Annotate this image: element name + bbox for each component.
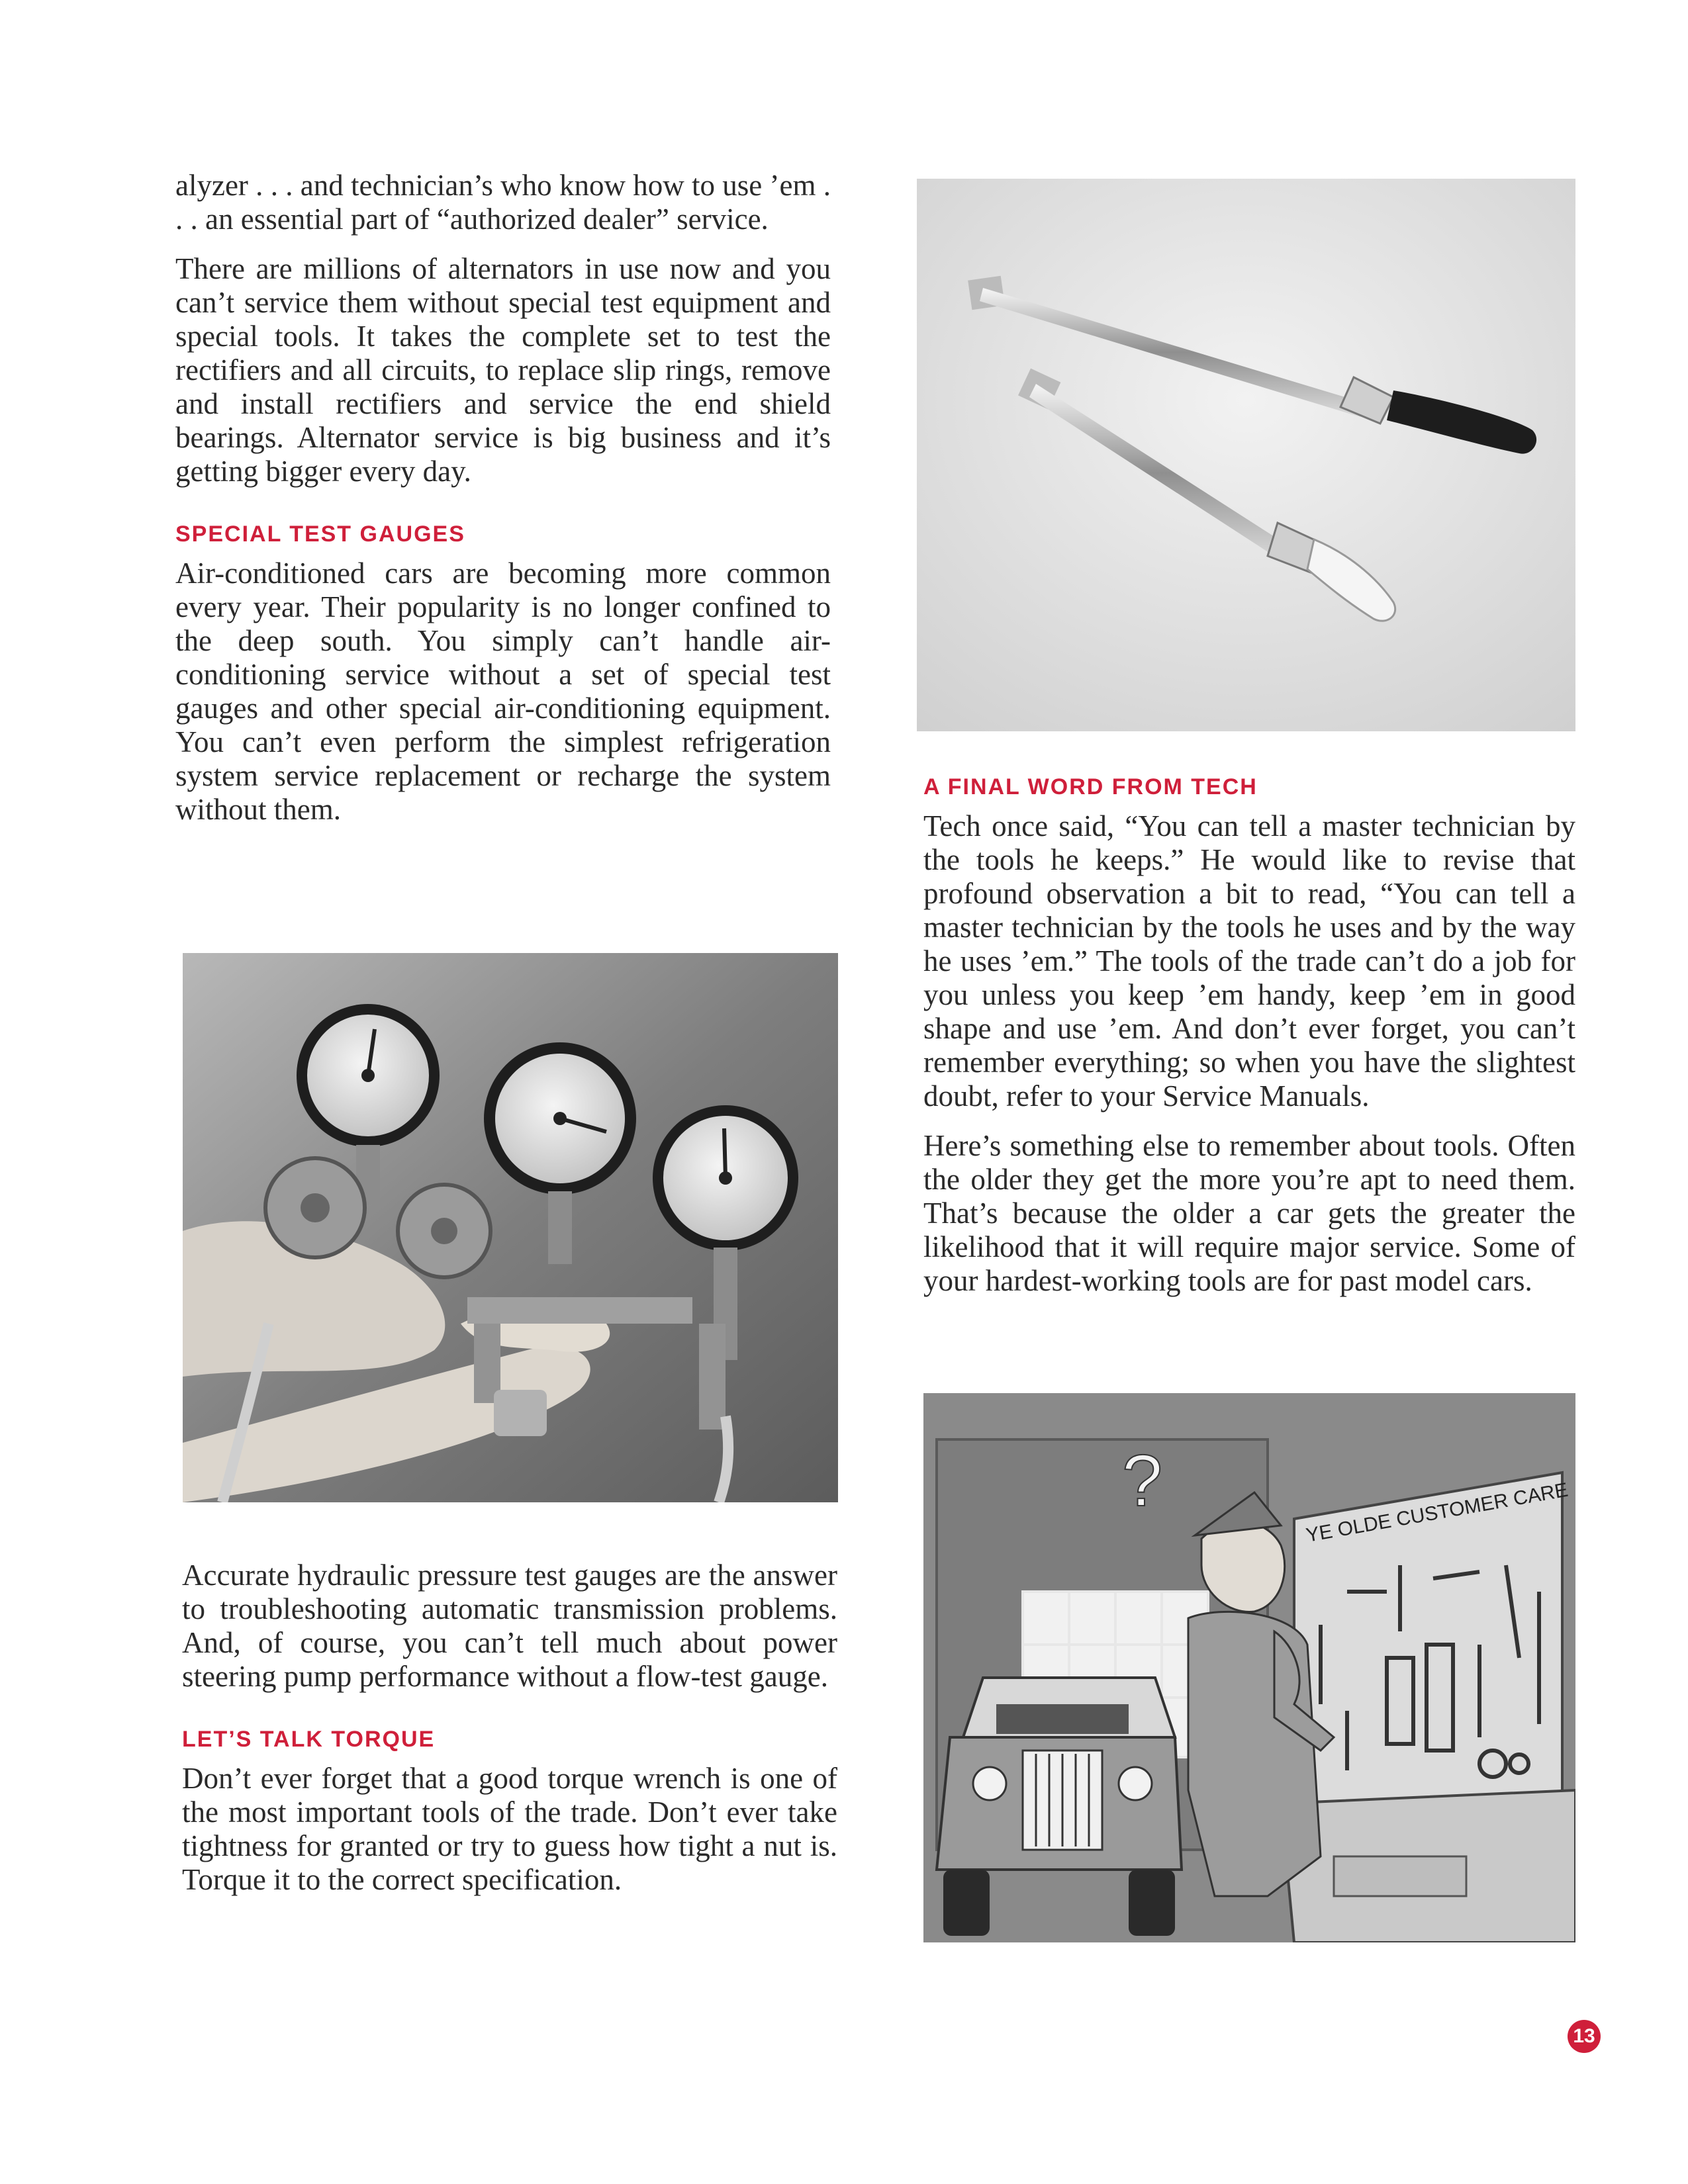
- left-column-top: [175, 169, 831, 842]
- torque-wrench-photo: [917, 179, 1575, 731]
- paragraph-alternators: There are millions of alternators in use now and you can’t service them without special test equipment and special tools. It takes the complete set to test the rectifiers and all circuits, to replace slip rings, remove and install rectifiers and service the end shield bearings. Alternator service is big business and it’s getting bigger every day.: [175, 252, 831, 488]
- page-number-badge: 13: [1568, 2020, 1601, 2053]
- pressure-gauges-image: [183, 953, 838, 1502]
- paragraph-tech-once-said: Tech once said, “You can tell a master technician by the tools he keeps.” He would like to revise that profound observation a bit to read, “You can tell a master technician by the tools he uses and by the way he uses ’em.” The tools of the trade can’t do a job for you unless you keep ’em handy, keep ’em in good shape and use ’em. And don’t ever forget, you can’t remember everything; so when you have the slightest doubt, refer to your Service Manuals.: [923, 809, 1575, 1113]
- pressure-gauges-photo: [183, 953, 838, 1502]
- heading-lets-talk-torque: LET’S TALK TORQUE: [182, 1727, 436, 1752]
- paragraph-something-else: Here’s something else to remember about tools. Often the older they get the more you’re apt to need them. That’s because the older a car gets the greater the likelihood that it will require major service. Some of your hardest-working tools are for past model cars.: [923, 1129, 1575, 1297]
- paragraph-alyzer: alyzer . . . and technician’s who know how to use ’em . . . an essential part of “authorized dealer” service.: [175, 169, 831, 236]
- paragraph-torque: Don’t ever forget that a good torque wrench is one of the most important tools of the trade. Don’t ever take tightness for granted or try to guess how tight a nut is. Torque it to the correct specification.: [182, 1762, 837, 1896]
- tool-board-sign: YE OLDE CUSTOMER CARE: [1304, 1479, 1570, 1547]
- mechanic-illustration: [923, 1393, 1575, 1942]
- heading-special-test-gauges: SPECIAL TEST GAUGES: [175, 522, 465, 547]
- question-mark: ?: [1122, 1440, 1163, 1522]
- heading-final-word: A FINAL WORD FROM TECH: [923, 774, 1258, 799]
- tool-board: [1294, 1473, 1570, 1817]
- paragraph-air-conditioned: Air-conditioned cars are becoming more common every year. Their popularity is no longer confined to the deep south. You simply can’t handle air-conditioning service without a set of special test gauges and other special air-conditioning equipment. You can’t even perform the simplest refrigeration system service replacement or recharge the system without them.: [175, 557, 831, 826]
- paragraph-hydraulic: Accurate hydraulic pressure test gauges are the answer to troubleshooting automatic transmission problems. And, of course, you can’t tell much about power steering pump performance without a flow-test gauge.: [182, 1559, 837, 1693]
- torque-wrench-image: [917, 179, 1575, 731]
- right-column: [923, 741, 1575, 1314]
- mechanic-tool-board-image: [923, 1393, 1575, 1942]
- left-column-bottom: [182, 1559, 837, 1913]
